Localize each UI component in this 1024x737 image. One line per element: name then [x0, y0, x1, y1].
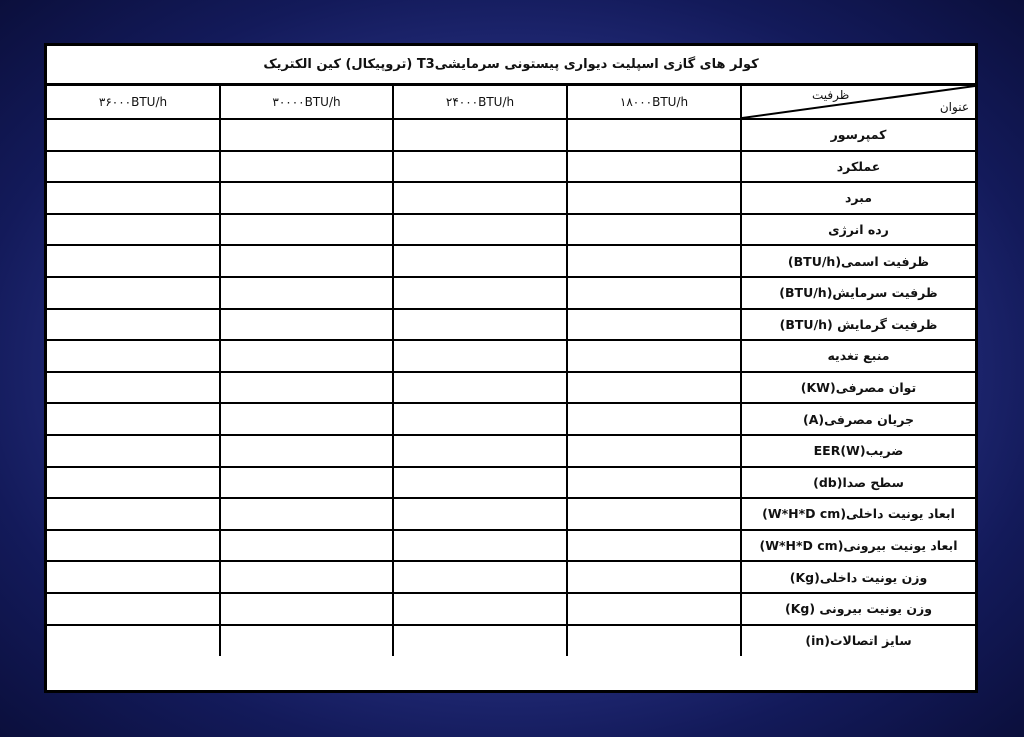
table-row: [47, 403, 975, 435]
table-row: [47, 593, 975, 625]
value-cell: [220, 245, 393, 277]
row-label: توان مصرفی(KW): [741, 372, 975, 404]
value-cell: [567, 625, 741, 657]
row-label: وزن یونیت بیرونی (Kg): [741, 593, 975, 625]
value-cell: [220, 435, 393, 467]
row-label: رده انرژی: [741, 214, 975, 246]
value-cell: [220, 340, 393, 372]
value-cell: [567, 498, 741, 530]
table-row: [47, 277, 975, 309]
row-label: ابعاد یونیت داخلی(W*H*D cm): [741, 498, 975, 530]
corner-header-cell: [741, 86, 975, 119]
value-cell: [47, 182, 220, 214]
value-cell: [567, 214, 741, 246]
spec-table-sheet: [44, 43, 978, 693]
value-cell: [393, 245, 567, 277]
table-row: [47, 372, 975, 404]
value-cell: [220, 467, 393, 499]
row-label: سطح صدا(db): [741, 467, 975, 499]
column-header: ۳۶۰۰۰BTU/h: [47, 86, 220, 119]
value-cell: [220, 182, 393, 214]
value-cell: [567, 151, 741, 183]
table-row: [47, 119, 975, 151]
row-label: وزن یونیت داخلی(Kg): [741, 561, 975, 593]
value-cell: [567, 182, 741, 214]
value-cell: [220, 530, 393, 562]
value-cell: [567, 435, 741, 467]
value-cell: [220, 214, 393, 246]
table-row: [47, 467, 975, 499]
value-cell: [220, 561, 393, 593]
header-row: [47, 86, 975, 119]
value-cell: [567, 340, 741, 372]
table-row: [47, 530, 975, 562]
table-row: [47, 309, 975, 341]
value-cell: [393, 340, 567, 372]
value-cell: [220, 372, 393, 404]
value-cell: [393, 467, 567, 499]
value-cell: [567, 593, 741, 625]
value-cell: [47, 498, 220, 530]
row-label: ظرفیت گرمایش (BTU/h): [741, 309, 975, 341]
value-cell: [567, 309, 741, 341]
value-cell: [47, 593, 220, 625]
value-cell: [393, 277, 567, 309]
value-cell: [567, 119, 741, 151]
row-label: ضریبEER(W): [741, 435, 975, 467]
spec-table: [47, 86, 975, 656]
value-cell: [567, 403, 741, 435]
row-label: منبع تغدیه: [741, 340, 975, 372]
value-cell: [393, 182, 567, 214]
value-cell: [47, 467, 220, 499]
value-cell: [220, 498, 393, 530]
value-cell: [393, 119, 567, 151]
value-cell: [220, 277, 393, 309]
value-cell: [567, 530, 741, 562]
value-cell: [47, 151, 220, 183]
value-cell: [567, 561, 741, 593]
value-cell: [220, 403, 393, 435]
value-cell: [47, 309, 220, 341]
value-cell: [393, 561, 567, 593]
value-cell: [393, 214, 567, 246]
value-cell: [393, 372, 567, 404]
value-cell: [47, 214, 220, 246]
capacity-caption: ظرفیت: [812, 88, 850, 102]
value-cell: [47, 435, 220, 467]
table-row: [47, 340, 975, 372]
value-cell: [567, 245, 741, 277]
value-cell: [393, 498, 567, 530]
value-cell: [220, 119, 393, 151]
value-cell: [393, 403, 567, 435]
value-cell: [220, 309, 393, 341]
value-cell: [567, 372, 741, 404]
value-cell: [393, 625, 567, 657]
value-cell: [567, 467, 741, 499]
row-label: سایز اتصالات(in): [741, 625, 975, 657]
value-cell: [220, 593, 393, 625]
row-label: ابعاد یونیت بیرونی(W*H*D cm): [741, 530, 975, 562]
table-row: [47, 214, 975, 246]
value-cell: [47, 277, 220, 309]
value-cell: [47, 372, 220, 404]
column-header: ۱۸۰۰۰BTU/h: [567, 86, 741, 119]
table-row: [47, 435, 975, 467]
row-label: مبرد: [741, 182, 975, 214]
value-cell: [47, 119, 220, 151]
table-row: [47, 625, 975, 657]
table-row: [47, 182, 975, 214]
row-label: عملکرد: [741, 151, 975, 183]
value-cell: [393, 309, 567, 341]
column-header: ۳۰۰۰۰BTU/h: [220, 86, 393, 119]
value-cell: [47, 403, 220, 435]
row-label: ظرفیت اسمی(BTU/h): [741, 245, 975, 277]
value-cell: [47, 625, 220, 657]
value-cell: [393, 593, 567, 625]
table-row: [47, 151, 975, 183]
value-cell: [567, 277, 741, 309]
value-cell: [393, 435, 567, 467]
value-cell: [393, 151, 567, 183]
value-cell: [47, 561, 220, 593]
table-title: کولر های گازی اسپلیت دیواری پیستونی سرمایشیT3 (تروپیکال) کین الکتریک: [47, 46, 975, 86]
title-caption: عنوان: [939, 100, 969, 114]
value-cell: [47, 530, 220, 562]
table-row: [47, 245, 975, 277]
row-label: کمپرسور: [741, 119, 975, 151]
value-cell: [47, 340, 220, 372]
row-label: جریان مصرفی(A): [741, 403, 975, 435]
value-cell: [220, 151, 393, 183]
row-label: ظرفیت سرمایش(BTU/h): [741, 277, 975, 309]
value-cell: [220, 625, 393, 657]
value-cell: [393, 530, 567, 562]
table-row: [47, 561, 975, 593]
column-header: ۲۴۰۰۰BTU/h: [393, 86, 567, 119]
value-cell: [47, 245, 220, 277]
table-row: [47, 498, 975, 530]
